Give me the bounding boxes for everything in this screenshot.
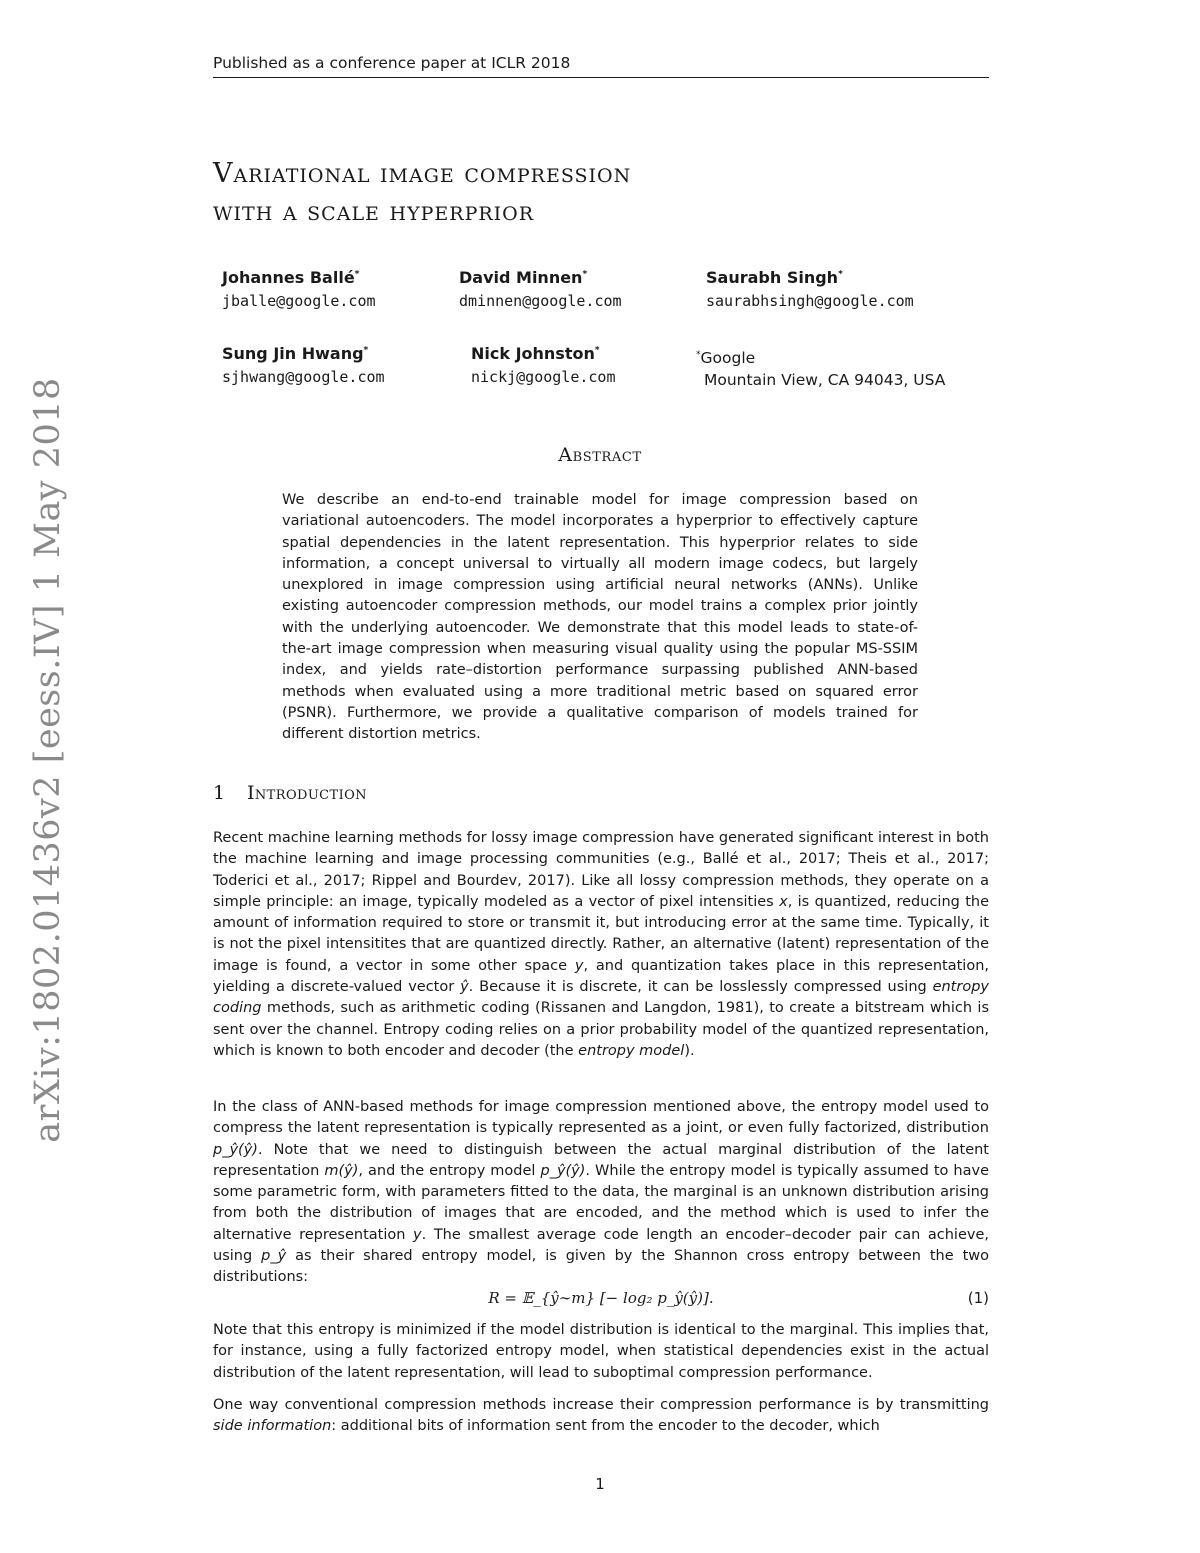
author-block xyxy=(459,268,622,310)
section-title: Introduction xyxy=(247,782,367,804)
affiliation-address: Mountain View, CA 94043, USA xyxy=(704,371,946,390)
intro-paragraph-4: One way conventional compression methods increase their compression performance is by transmitting side information: additional bits of information sent from the encoder to the decoder, which xyxy=(213,1397,989,1435)
author-name: Nick Johnston* xyxy=(471,344,600,363)
abstract-text: We describe an end-to-end trainable model for image compression based on variational autoencoders. The model incorporates a hyperprior to effectively capture spatial dependencies in the latent representation. This hyperprior relates to side information, a concept universal to virtually all modern image codecs, but largely unexplored in image compression using artificial neural networks (ANNs). Unlike existing autoencoder compression methods, our model trains a complex prior jointly with the underlying autoencoder. We demonstrate that this model leads to state-of-the-art image compression when measuring visual quality using the popular MS-SSIM index, and yields rate–distortion performance surpassing published ANN-based methods when evaluated using a more traditional metric based on squared error (PSNR). Furthermore, we provide a qualitative comparison of models trained for different distortion metrics. xyxy=(282,492,918,743)
author-name: Saurabh Singh* xyxy=(706,268,843,287)
abstract-heading: Abstract xyxy=(558,444,642,466)
author-block xyxy=(222,268,376,310)
author-name: David Minnen* xyxy=(459,268,588,287)
section-number: 1 xyxy=(213,782,226,804)
author-email: dminnen@google.com xyxy=(459,292,622,310)
intro-paragraph-2: In the class of ANN-based methods for image compression mentioned above, the entropy model used to compress the latent representation is typically represented as a joint, or even fully factorized, distribution p_ŷ(ŷ). Note that we need to distinguish between the actual marginal distribution of the latent representation m(ŷ), and the entropy model p_ŷ(ŷ). While the entropy model is typically assumed to have some parametric form, with parameters fitted to the data, the marginal is an unknown distribution arising from both the distribution of images that are encoded, and the method which is used to infer the alternative representation y. The smallest average code length an encoder–decoder pair can achieve, using p_ŷ as their shared entropy model, is given by the Shannon cross entropy between the two distributions: xyxy=(213,1099,990,1286)
author-name: Sung Jin Hwang* xyxy=(222,344,369,363)
header-rule xyxy=(213,77,989,78)
author-email: sjhwang@google.com xyxy=(222,368,385,386)
intro-paragraph-3: Note that this entropy is minimized if the model distribution is identical to the marginal. This implies that, for instance, using a fully factorized entropy model, when statistical dependencies exist in the actual distribution of the latent representation, will lead to suboptimal compression performance. xyxy=(213,1322,989,1381)
equation-number: (1) xyxy=(967,1289,989,1307)
author-block xyxy=(471,344,616,386)
author-email: nickj@google.com xyxy=(471,368,616,386)
author-email: jballe@google.com xyxy=(222,292,376,310)
affiliation-org: Google xyxy=(700,349,756,368)
author-email: saurabhsingh@google.com xyxy=(706,292,914,310)
equation-body: R = 𝔼_{ŷ∼m} [− log₂ p_ŷ(ŷ)]. xyxy=(488,1289,714,1307)
affiliation: *Google Mountain View, CA 94043, USA xyxy=(696,349,946,390)
title-line-2: with a scale hyperprior xyxy=(213,196,535,227)
running-header: Published as a conference paper at ICLR 2018 xyxy=(213,54,571,72)
intro-paragraph-1: Recent machine learning methods for lossy image compression have generated significant interest in both the machine learning and image processing communities (e.g., Ballé et al., 2017; Theis et al., 2017; Toderici et al., 2017; Rippel and Bourdev, 2017). Like all lossy compression methods, they operate on a simple principle: an image, typically modeled as a vector of pixel intensities x, is quantized, reducing the amount of information required to store or transmit it, but introducing error at the same time. Typically, it is not the pixel intensitites that are quantized directly. Rather, an alternative (latent) representation of the image is found, a vector in some other space y, and quantization takes place in this representation, yielding a discrete-valued vector ŷ. Because it is discrete, it can be losslessly compressed using entropy coding methods, such as arithmetic coding (Rissanen and Langdon, 1981), to create a bitstream which is sent over the channel. Entropy coding relies on a prior probability model of the quantized representation, which is known to both encoder and decoder (the entropy model). xyxy=(213,830,989,1059)
page-number: 1 xyxy=(595,1475,605,1493)
title-line-1: Variational image compression xyxy=(213,158,632,189)
arxiv-identifier: arXiv:1802.01436v2 [eess.IV] 1 May 2018 xyxy=(28,377,68,1143)
equation-1 xyxy=(213,1289,989,1313)
author-name: Johannes Ballé* xyxy=(222,268,360,287)
author-block xyxy=(222,344,385,386)
author-block xyxy=(706,268,914,310)
section-heading xyxy=(213,782,367,804)
paper-title xyxy=(213,155,631,231)
